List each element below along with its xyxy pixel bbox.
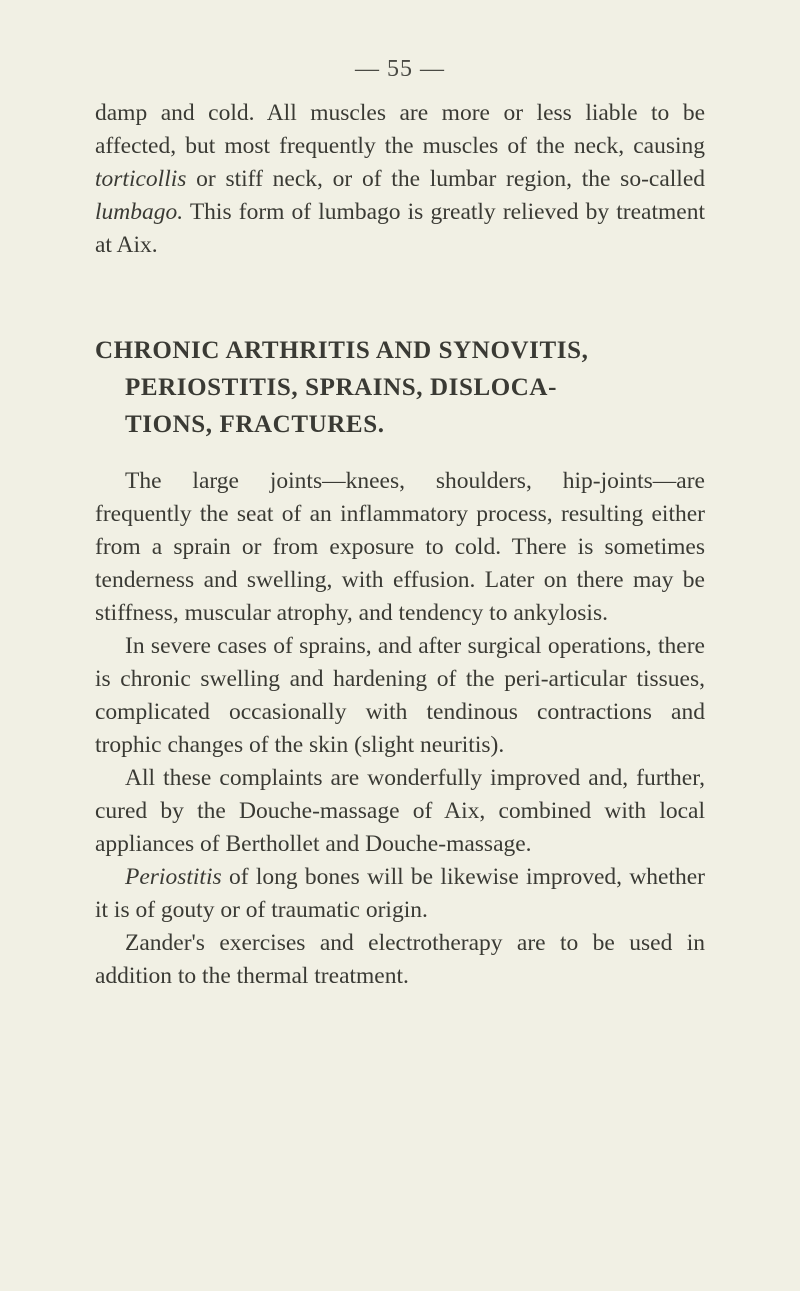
heading-line-2: PERIOSTITIS, SPRAINS, DISLOCA- [125, 374, 558, 401]
term-periostitis: Periostitis [125, 864, 222, 890]
heading-line-3: TIONS, FRACTURES. [125, 411, 385, 438]
section-body [95, 465, 705, 993]
intro-paragraph [95, 97, 705, 262]
body-paragraph-4-text: of long bones will be likewise improved, whether it is of gouty or of traumatic origin. [95, 864, 705, 923]
body-paragraph-1: The large joints—knees, shoulders, hip-joints—are frequently the seat of an inflammatory process, resulting either from a sprain or from exposure to cold. There is sometimes tenderness and swelling, with effusion. Later on there may be stiffness, muscular atrophy, and tendency to ankylosis. [95, 468, 705, 626]
heading-line-1: CHRONIC ARTHRITIS AND SYNOVITIS, [95, 337, 589, 364]
intro-text-1: damp and cold. All muscles are more or less liable to be affected, but most frequently the muscles of the neck, causing [95, 100, 705, 159]
intro-paragraph-block [95, 97, 705, 262]
page-number: — 55 — [355, 56, 445, 82]
intro-text-2: or stiff neck, or of the lumbar region, the so-called [186, 166, 705, 192]
body-paragraph-2: In severe cases of sprains, and after surgical operations, there is chronic swelling and hardening of the peri-articular tissues, complicated occasionally with tendinous contractions and trophic changes of the skin (slight neuritis). [95, 633, 705, 758]
body-paragraph-5: Zander's exercises and electrotherapy are to be used in addition to the thermal treatment. [95, 930, 705, 989]
term-torticollis: torticollis [95, 166, 187, 192]
section-heading [95, 332, 715, 443]
term-lumbago: lumbago. [95, 199, 184, 225]
body-paragraph-3: All these complaints are wonderfully improved and, further, cured by the Douche-massage of Aix, combined with local appliances of Berthollet and Douche-massage. [95, 765, 705, 857]
intro-text-3: This form of lumbago is greatly relieved by treatment at Aix. [95, 199, 705, 258]
body-paragraph-4 [95, 861, 705, 927]
